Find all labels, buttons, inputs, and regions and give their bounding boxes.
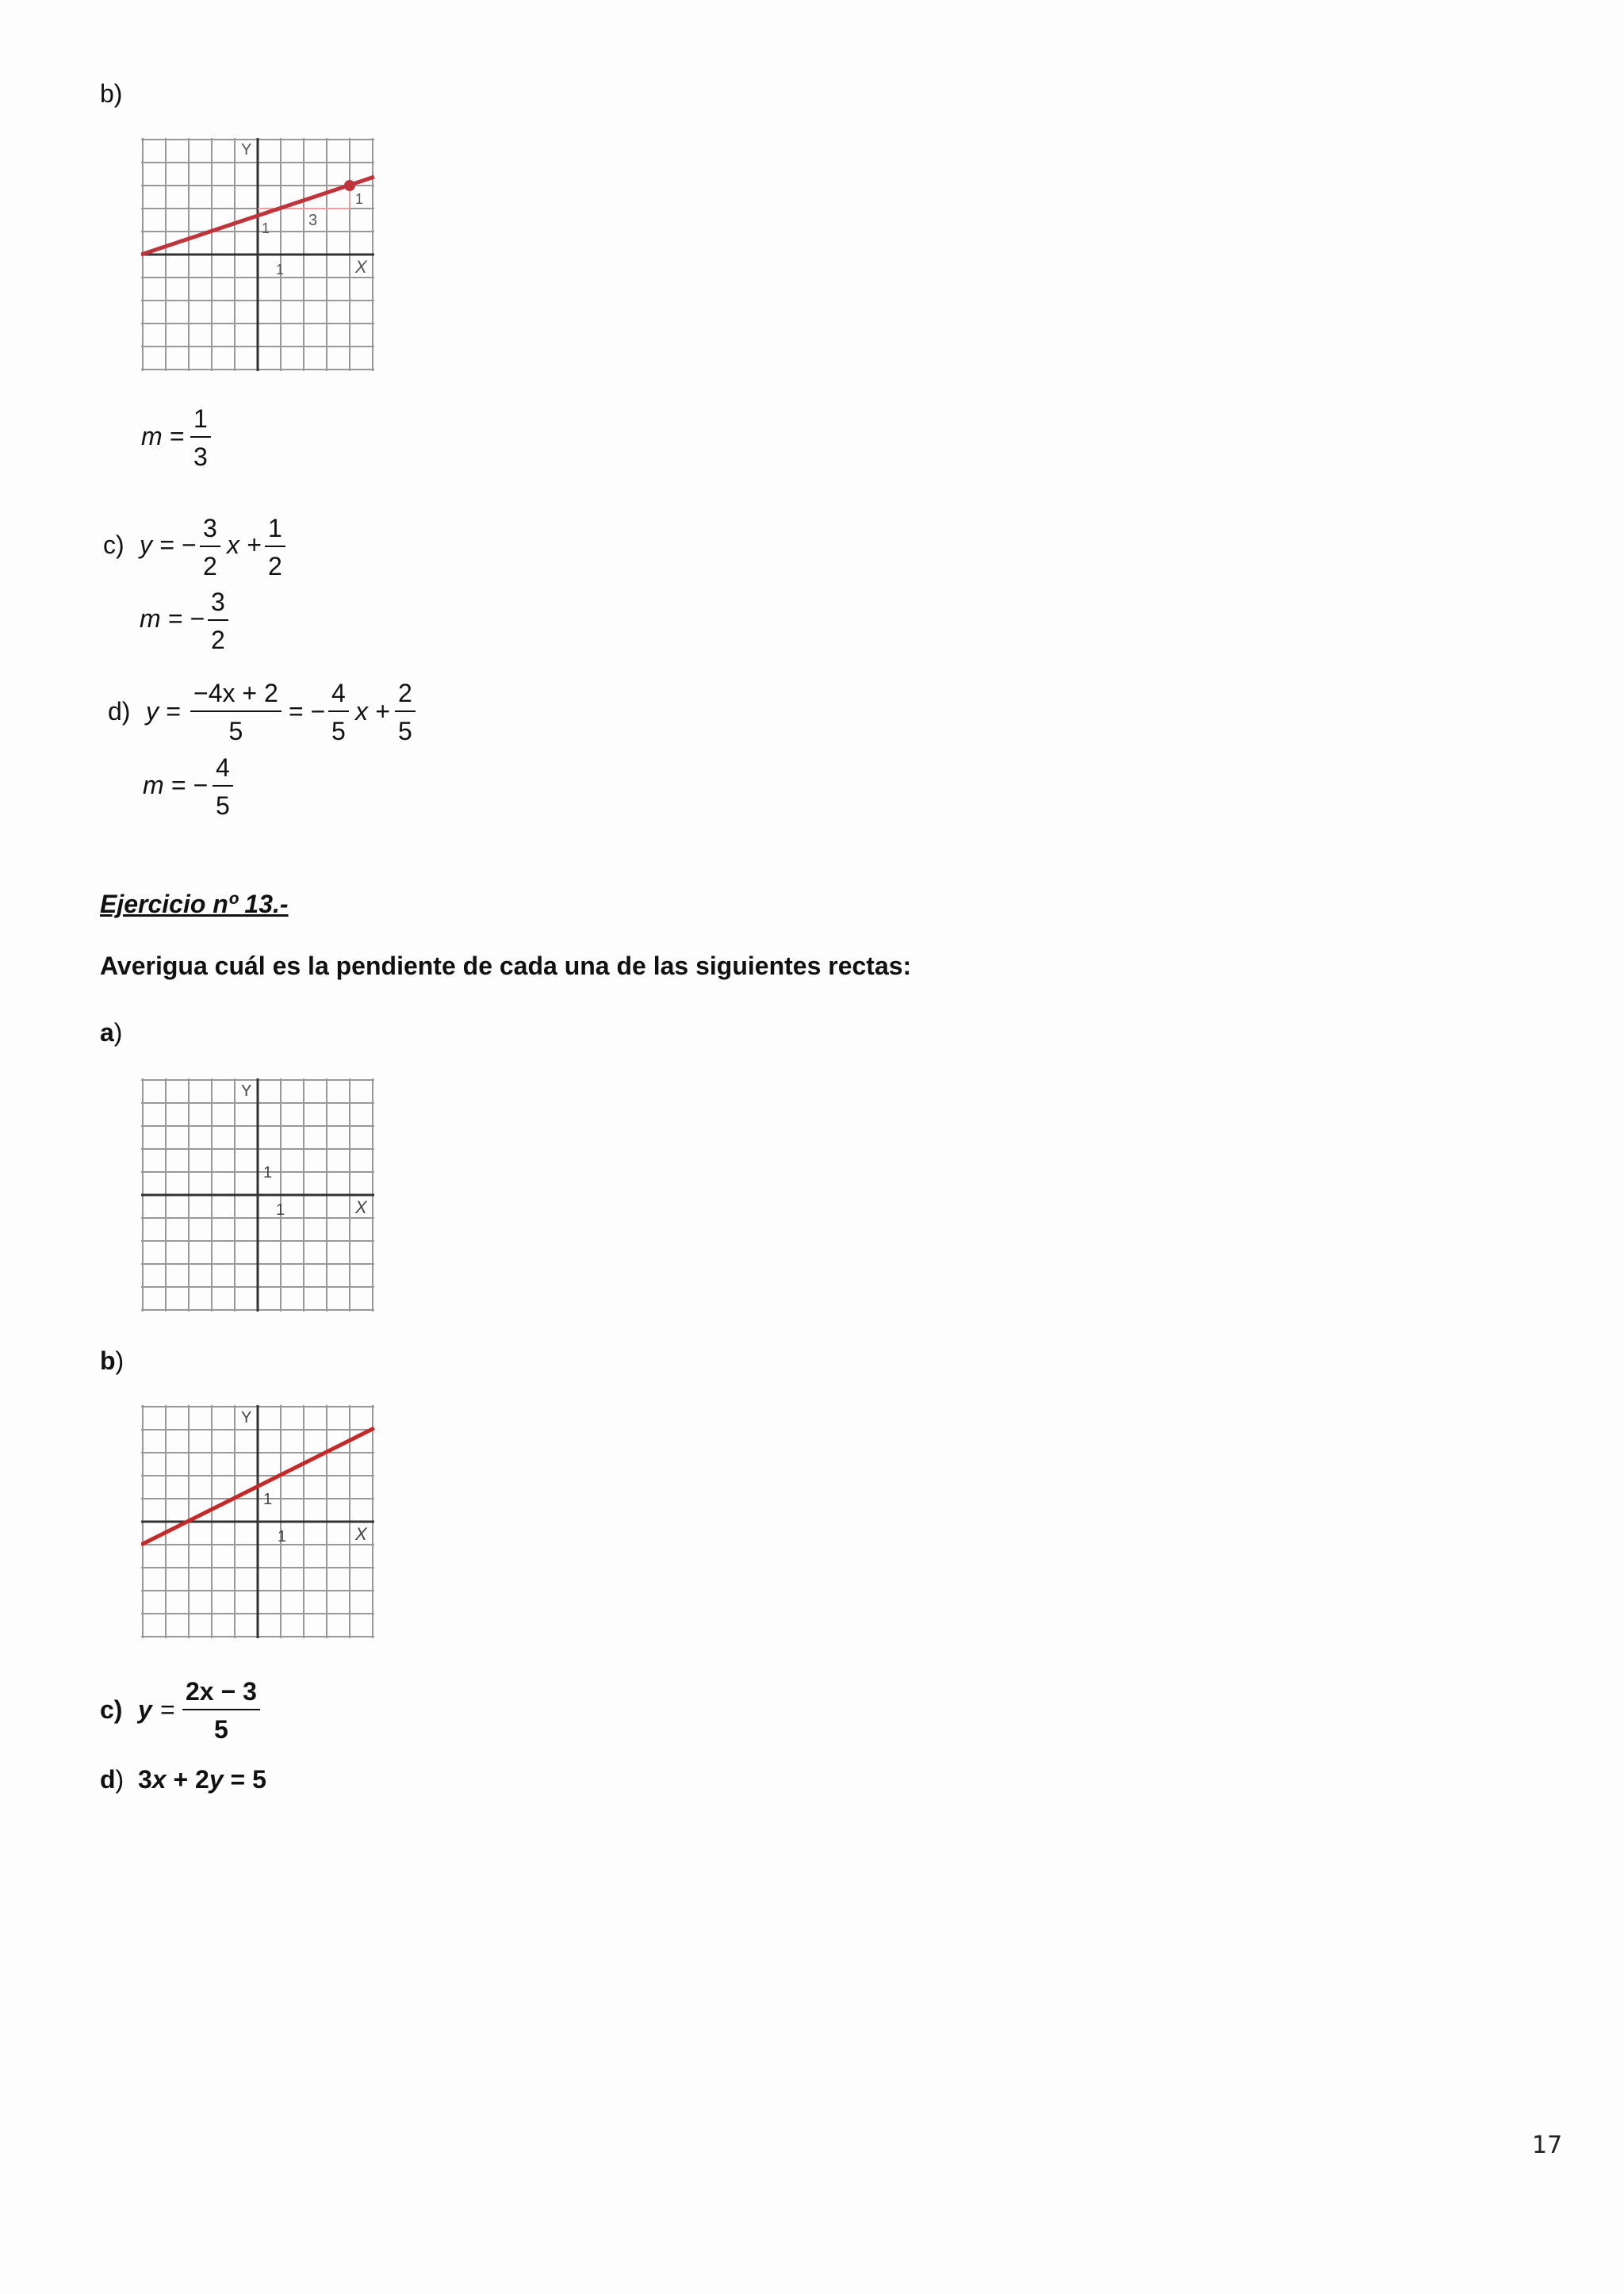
tick-x-label: 1 bbox=[276, 1201, 285, 1219]
ex-eq-c-fraction: $\frac{2x - 3}{5}$ bbox=[182, 1679, 260, 1742]
graph-ex-a bbox=[141, 1078, 375, 1312]
ex-item-d: d) 3x + 2y = 5 bbox=[100, 1765, 266, 1794]
axis-y-label: Y bbox=[241, 1082, 252, 1100]
ex-eq-c-lhs: y bbox=[138, 1695, 152, 1724]
eq-d-mid: x + bbox=[355, 697, 390, 726]
run-label: 3 bbox=[308, 212, 318, 229]
tick-y-label: 1 bbox=[263, 1491, 273, 1508]
graph-ex-b bbox=[141, 1405, 375, 1639]
eq-c-fraction-2: $\frac{1}{2}$ bbox=[265, 515, 285, 579]
page-number: 17 bbox=[1532, 2131, 1563, 2159]
ex-eq-c-equals: = bbox=[160, 1695, 175, 1724]
ex-item-c-label: c) bbox=[100, 1695, 123, 1724]
tick-x-label: 1 bbox=[276, 262, 285, 278]
eq-c-lhs: y = − bbox=[140, 530, 197, 559]
tick-y-label: 1 bbox=[263, 1164, 273, 1181]
graph-point bbox=[344, 180, 355, 191]
exercise-title: Ejercicio nº 13.- bbox=[100, 890, 289, 918]
graph-prev-b bbox=[141, 138, 375, 372]
item-c-label: c) bbox=[103, 530, 124, 559]
eq-d-fraction-3: $\frac{2}{5}$ bbox=[395, 680, 416, 744]
ex-item-a-label: a) bbox=[100, 1018, 123, 1047]
axis-y-label: Y bbox=[241, 1409, 252, 1427]
ex-item-b-label: b) bbox=[100, 1346, 124, 1375]
axis-y-label: Y bbox=[241, 141, 252, 159]
item-b-label: b) bbox=[100, 79, 123, 108]
axis-x-label: X bbox=[355, 1524, 367, 1544]
tick-x-label: 1 bbox=[278, 1528, 287, 1545]
exercise-prompt: Averigua cuál es la pendiente de cada una de las siguientes rectas: bbox=[100, 952, 912, 980]
axis-x-label: X bbox=[355, 257, 367, 277]
rise-label: 1 bbox=[355, 191, 364, 207]
slope-c-lhs: m = − bbox=[140, 604, 205, 633]
eq-c-mid: x + bbox=[227, 530, 262, 559]
eq-d-fraction-2: $\frac{4}{5}$ bbox=[328, 680, 349, 744]
slope-b-lhs: m = bbox=[141, 422, 185, 450]
axis-x-label: X bbox=[355, 1197, 367, 1217]
eq-c-fraction-1: $\frac{3}{2}$ bbox=[200, 515, 220, 579]
slope-b-fraction: $\frac{1}{3}$ bbox=[190, 406, 211, 469]
slope-d-lhs: m = − bbox=[143, 771, 208, 799]
tick-y-label: 1 bbox=[262, 220, 270, 236]
eq-d-eq: = − bbox=[289, 697, 326, 726]
slope-c-fraction: $\frac{3}{2}$ bbox=[208, 589, 228, 653]
eq-d-lhs: y = bbox=[146, 697, 181, 726]
item-d-label: d) bbox=[108, 697, 131, 726]
eq-d-fraction-1: $\frac{-4x + 2}{5}$ bbox=[190, 680, 282, 744]
slope-d-fraction: $\frac{4}{5}$ bbox=[213, 755, 233, 818]
